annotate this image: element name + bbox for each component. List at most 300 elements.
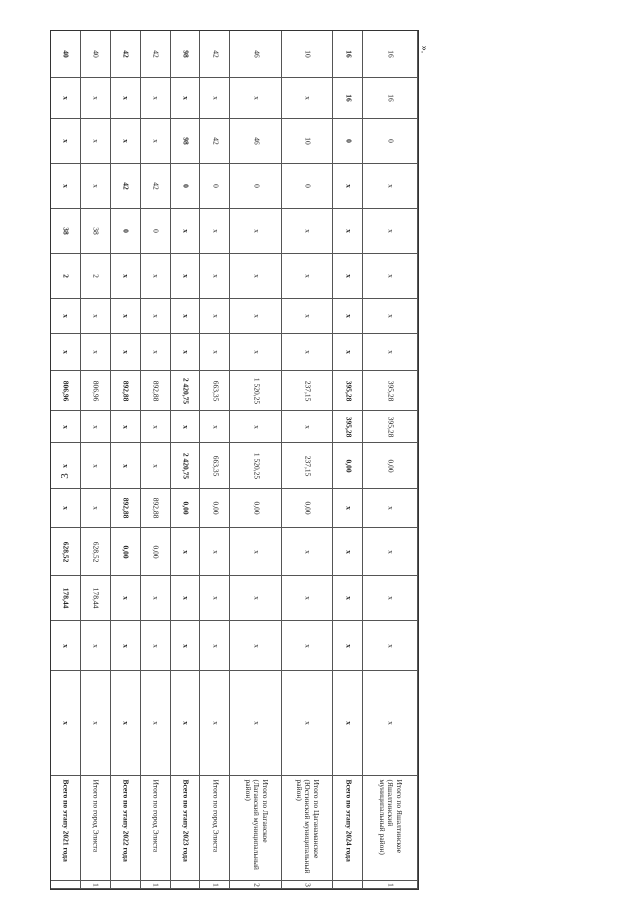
- table-cell: [333, 528, 363, 576]
- table-cell: [111, 528, 141, 576]
- table-cell-value: х: [344, 721, 354, 725]
- table-cell: [81, 164, 111, 209]
- table-cell-value: х: [61, 643, 71, 648]
- table-cell: [363, 528, 418, 576]
- table-cell-value: 0: [211, 184, 221, 188]
- table-cell-value: х: [211, 274, 221, 278]
- table-cell-value: 237,15: [303, 380, 313, 401]
- table-cell: [171, 576, 201, 621]
- table-cell-value: х: [303, 721, 313, 725]
- table-cell: [141, 411, 171, 443]
- table-cell: [363, 31, 418, 78]
- table-cell: [230, 119, 281, 164]
- table-cell-value: х: [303, 549, 313, 554]
- table-cell-value: х: [344, 549, 354, 554]
- table-cell: [111, 31, 141, 78]
- table-cell: [171, 528, 201, 576]
- table-cell: [81, 411, 111, 443]
- table-cell-value: 10: [303, 50, 313, 58]
- row-label-cell: [200, 776, 230, 881]
- table-cell: [171, 443, 201, 489]
- table-cell-value: 628,52: [91, 541, 101, 562]
- table-cell: [111, 164, 141, 209]
- table-cell-value: 628,52: [61, 541, 71, 562]
- table-cell-value: 0,00: [251, 501, 261, 515]
- table-cell-value: х: [251, 643, 261, 648]
- table-cell-value: 0,00: [386, 458, 396, 473]
- table-cell-value: х: [121, 274, 131, 278]
- table-cell-value: 2 420,75: [181, 452, 191, 479]
- table-cell: [363, 254, 418, 299]
- table-cell-value: х: [181, 274, 191, 278]
- table-cell: [363, 671, 418, 776]
- table-cell: [51, 443, 81, 489]
- table-cell-value: х: [121, 139, 131, 143]
- row-label: Всего по этапу 2023 года: [181, 779, 191, 862]
- table-cell-value: 16: [386, 50, 396, 58]
- table-cell: [282, 254, 333, 299]
- table-cell-value: х: [251, 274, 261, 278]
- table-cell: [51, 164, 81, 209]
- table-cell: [333, 78, 363, 119]
- table-cell-value: х: [151, 596, 161, 600]
- table-cell: [141, 78, 171, 119]
- table-cell-value: 806,96: [91, 380, 101, 401]
- table-cell: [171, 371, 201, 411]
- table-cell-value: х: [181, 643, 191, 648]
- table-cell-value: х: [91, 314, 101, 318]
- table-cell-value: 98: [181, 50, 191, 58]
- table-cell-value: х: [303, 314, 313, 318]
- table-cell: [282, 164, 333, 209]
- table-cell: [141, 299, 171, 334]
- table-cell: [51, 334, 81, 371]
- table-cell: [51, 621, 81, 671]
- row-label-cell: [51, 776, 81, 881]
- row-label-cell: [111, 776, 141, 881]
- table-cell: [171, 411, 201, 443]
- table-cell: [51, 31, 81, 78]
- table-cell-value: х: [181, 350, 191, 354]
- table-cell-value: х: [151, 350, 161, 354]
- table-cell-value: х: [211, 721, 221, 725]
- table-cell: [333, 371, 363, 411]
- table-cell: [200, 528, 230, 576]
- table-cell-value: х: [344, 596, 354, 600]
- table-cell-value: 806,96: [61, 380, 71, 401]
- table-cell: [200, 119, 230, 164]
- table-cell: [282, 671, 333, 776]
- row-number-cell: [230, 881, 281, 889]
- row-label: Итого по Лаганское (Лаганский муниципальный район): [243, 779, 270, 870]
- table-cell-value: 98: [181, 137, 191, 145]
- table-cell: [200, 254, 230, 299]
- table-cell-value: х: [181, 596, 191, 600]
- table-cell: [282, 78, 333, 119]
- row-label-cell: [363, 776, 418, 881]
- row-label: Всего по этапу 2022 года: [121, 779, 131, 862]
- table-cell-value: х: [151, 424, 161, 429]
- table-cell: [51, 119, 81, 164]
- table-cell-value: 0: [386, 139, 396, 143]
- table-cell: [111, 411, 141, 443]
- table-cell: [141, 528, 171, 576]
- table-cell-value: х: [91, 643, 101, 648]
- table-cell-value: х: [251, 549, 261, 554]
- table-cell-value: х: [386, 549, 396, 554]
- table-cell-value: 42: [211, 50, 221, 58]
- row-number: 1: [151, 882, 161, 887]
- table-cell: [230, 164, 281, 209]
- table-cell: [282, 576, 333, 621]
- table-cell: [51, 671, 81, 776]
- table-cell-value: х: [211, 549, 221, 554]
- table-cell-value: х: [211, 96, 221, 100]
- row-label: Всего по этапу 2021 года: [61, 779, 71, 862]
- table-cell: [81, 621, 111, 671]
- table-cell: [81, 334, 111, 371]
- table-cell-value: 42: [151, 50, 161, 58]
- table-cell: [51, 528, 81, 576]
- table-cell: [171, 254, 201, 299]
- table-cell-value: х: [211, 424, 221, 429]
- table-cell-value: х: [61, 463, 71, 468]
- table-cell: [81, 371, 111, 411]
- table-cell: [282, 371, 333, 411]
- table-cell: [363, 78, 418, 119]
- row-label-cell: [81, 776, 111, 881]
- table-cell: [141, 489, 171, 528]
- table-cell: [51, 371, 81, 411]
- table-cell-value: 2: [61, 274, 71, 278]
- table-cell-value: х: [91, 463, 101, 468]
- table-cell: [333, 443, 363, 489]
- table-cell-value: 0: [181, 184, 191, 188]
- table-cell: [200, 31, 230, 78]
- table-cell: [200, 299, 230, 334]
- table-cell: [230, 443, 281, 489]
- table-cell-value: 0: [151, 229, 161, 233]
- table-cell-value: 16: [344, 94, 354, 102]
- table-cell-value: х: [344, 643, 354, 648]
- table-cell-value: 10: [303, 137, 313, 145]
- table-cell: [230, 489, 281, 528]
- table-cell: [51, 78, 81, 119]
- table-cell: [282, 489, 333, 528]
- table-cell-value: х: [251, 424, 261, 429]
- row-number-cell: [141, 881, 171, 889]
- table-cell: [363, 411, 418, 443]
- table-cell-value: 178,44: [91, 587, 101, 609]
- table-cell: [282, 621, 333, 671]
- table-cell: [111, 671, 141, 776]
- table-cell: [333, 31, 363, 78]
- table-cell: [200, 78, 230, 119]
- table-cell: [51, 254, 81, 299]
- table-cell-value: х: [151, 314, 161, 318]
- table-cell-value: х: [121, 424, 131, 429]
- table-cell: [111, 119, 141, 164]
- table-cell: [81, 209, 111, 254]
- table-cell: [230, 411, 281, 443]
- table-cell: [230, 334, 281, 371]
- table-cell-value: 178,44: [61, 587, 71, 609]
- row-number: 2: [251, 882, 261, 887]
- table-cell: [200, 209, 230, 254]
- row-number-cell: [111, 881, 141, 889]
- table-cell-value: 42: [121, 182, 131, 190]
- table-cell: [51, 576, 81, 621]
- table-cell: [51, 411, 81, 443]
- table-cell-value: х: [181, 314, 191, 318]
- row-number-cell: [200, 881, 230, 889]
- table-cell-value: х: [211, 643, 221, 648]
- table-cell-value: 0,00: [344, 458, 354, 473]
- table-cell-value: 237,15: [303, 455, 313, 476]
- table-cell-value: х: [91, 721, 101, 725]
- table-cell: [230, 31, 281, 78]
- row-number-cell: [333, 881, 363, 889]
- table-cell-value: 38: [61, 227, 71, 235]
- table-cell: [282, 209, 333, 254]
- table-cell-value: 663,35: [211, 455, 221, 476]
- table-cell: [282, 31, 333, 78]
- table-cell-value: х: [303, 229, 313, 233]
- table-cell: [282, 443, 333, 489]
- table-cell-value: х: [61, 424, 71, 429]
- table-cell: [51, 209, 81, 254]
- row-label-cell: [141, 776, 171, 881]
- table-cell-value: 46: [251, 137, 261, 145]
- table-cell: [171, 119, 201, 164]
- table-cell-value: х: [251, 721, 261, 725]
- data-table: [50, 30, 419, 890]
- row-label-cell: [171, 776, 201, 881]
- table-cell-value: 2: [91, 274, 101, 278]
- table-cell-value: х: [121, 463, 131, 468]
- table-cell-value: х: [344, 350, 354, 354]
- table-cell-value: х: [91, 139, 101, 143]
- table-cell-value: х: [181, 424, 191, 429]
- table-cell-value: х: [344, 506, 354, 510]
- row-label-cell: [230, 776, 281, 881]
- row-number-cell: [81, 881, 111, 889]
- table-cell-value: 395,28: [386, 380, 396, 401]
- table-cell: [333, 164, 363, 209]
- table-cell: [81, 671, 111, 776]
- row-label: Итого по Цаганаманское (Юстинский муниципальный район): [294, 779, 321, 874]
- table-cell-value: 0: [344, 139, 354, 143]
- table-cell: [171, 489, 201, 528]
- table-cell-value: х: [211, 229, 221, 233]
- table-cell-value: х: [303, 350, 313, 354]
- table-cell-value: х: [251, 350, 261, 354]
- table-cell-value: х: [91, 184, 101, 188]
- table-cell-value: х: [386, 314, 396, 318]
- table-cell: [363, 576, 418, 621]
- table-cell: [333, 254, 363, 299]
- table-cell-value: 395,28: [386, 416, 396, 437]
- table-cell: [141, 443, 171, 489]
- table-cell: [333, 334, 363, 371]
- table-cell: [333, 671, 363, 776]
- table-cell-value: х: [303, 96, 313, 100]
- table-cell: [333, 119, 363, 164]
- table-cell: [200, 164, 230, 209]
- table-cell-value: 0,00: [151, 544, 161, 559]
- table-cell: [333, 299, 363, 334]
- table-cell: [282, 334, 333, 371]
- table-cell-value: 16: [344, 50, 354, 58]
- table-cell-value: х: [303, 596, 313, 600]
- table-cell-value: 892,88: [151, 380, 161, 401]
- table-cell: [111, 443, 141, 489]
- table-cell: [81, 254, 111, 299]
- table-cell-value: х: [211, 350, 221, 354]
- table-cell: [111, 209, 141, 254]
- table-cell: [200, 371, 230, 411]
- table-cell-value: х: [251, 596, 261, 600]
- table-cell-value: х: [344, 184, 354, 188]
- table-cell-value: х: [181, 96, 191, 100]
- table-cell-value: х: [151, 274, 161, 278]
- table-cell-value: 1 520,25: [251, 377, 261, 404]
- row-number-cell: [282, 881, 333, 889]
- table-cell-value: х: [303, 274, 313, 278]
- table-cell: [111, 334, 141, 371]
- table-cell-value: 395,28: [344, 416, 354, 437]
- table-cell: [141, 334, 171, 371]
- table-cell-value: х: [91, 350, 101, 354]
- table-cell-value: х: [211, 314, 221, 318]
- table-cell-value: х: [61, 506, 71, 510]
- table-cell: [171, 621, 201, 671]
- table-cell-value: х: [251, 229, 261, 233]
- table-cell-value: 42: [211, 137, 221, 145]
- table-cell-value: х: [303, 643, 313, 648]
- table-cell-value: х: [211, 596, 221, 600]
- table-cell-value: х: [61, 139, 71, 143]
- table-cell-value: 1 520,25: [251, 452, 261, 479]
- table-cell: [363, 119, 418, 164]
- table-cell: [141, 576, 171, 621]
- table-cell: [363, 621, 418, 671]
- table-cell-value: х: [151, 139, 161, 143]
- table-cell: [81, 443, 111, 489]
- table-cell: [81, 119, 111, 164]
- table-cell-value: х: [61, 96, 71, 100]
- table-cell: [111, 576, 141, 621]
- table-cell-value: 40: [61, 50, 71, 58]
- table-cell: [81, 489, 111, 528]
- table-cell-value: х: [151, 463, 161, 468]
- table-cell: [141, 164, 171, 209]
- table-cell-value: х: [386, 506, 396, 510]
- table-cell: [230, 254, 281, 299]
- table-cell: [282, 299, 333, 334]
- table-cell-value: х: [181, 721, 191, 725]
- table-cell: [200, 671, 230, 776]
- table-cell: [333, 411, 363, 443]
- table-cell: [200, 576, 230, 621]
- table-cell-value: х: [181, 229, 191, 233]
- table-cell-value: 46: [251, 50, 261, 58]
- table-cell: [333, 489, 363, 528]
- row-number: 1: [91, 882, 101, 887]
- table-cell: [171, 164, 201, 209]
- table-cell-value: х: [91, 424, 101, 429]
- table-cell-value: х: [344, 274, 354, 278]
- table-cell-value: 38: [91, 227, 101, 235]
- table-cell: [141, 671, 171, 776]
- table-cell: [171, 78, 201, 119]
- table-cell: [363, 489, 418, 528]
- table-cell-value: 0: [251, 184, 261, 188]
- table-cell: [230, 78, 281, 119]
- table-cell-value: х: [181, 549, 191, 554]
- table-cell-value: х: [386, 229, 396, 233]
- table-cell: [111, 621, 141, 671]
- table-cell-value: х: [121, 721, 131, 725]
- table-cell-value: 40: [91, 50, 101, 58]
- table-cell-value: х: [386, 596, 396, 600]
- table-cell: [81, 78, 111, 119]
- table-cell: [363, 209, 418, 254]
- table-cell-value: х: [344, 314, 354, 318]
- table-cell-value: 663,35: [211, 380, 221, 401]
- table-cell: [171, 299, 201, 334]
- table-cell: [363, 443, 418, 489]
- row-label: Итого по город Элиста: [91, 779, 101, 853]
- table-cell-value: 42: [121, 50, 131, 58]
- table-cell: [282, 411, 333, 443]
- row-label-cell: [282, 776, 333, 881]
- page-number: 3: [59, 473, 71, 479]
- table-cell-value: х: [121, 350, 131, 354]
- closing-quote-mark: ».: [418, 45, 430, 54]
- table-cell-value: х: [121, 643, 131, 648]
- row-number-cell: [363, 881, 418, 889]
- table-cell: [230, 299, 281, 334]
- table-cell-value: 16: [386, 94, 396, 102]
- table-cell: [141, 31, 171, 78]
- table-cell-value: х: [151, 643, 161, 648]
- row-number-cell: [171, 881, 201, 889]
- table-cell: [141, 209, 171, 254]
- table-cell: [141, 119, 171, 164]
- table-cell: [282, 119, 333, 164]
- table-cell: [81, 528, 111, 576]
- table-cell: [200, 621, 230, 671]
- table-cell: [333, 576, 363, 621]
- table-cell-value: х: [61, 314, 71, 318]
- table-cell-value: х: [121, 314, 131, 318]
- table-cell-value: х: [386, 350, 396, 354]
- table-cell: [200, 443, 230, 489]
- table-cell-value: х: [303, 424, 313, 429]
- table-cell-value: х: [121, 596, 131, 600]
- table-cell-value: 0,00: [121, 544, 131, 559]
- table-cell-value: х: [121, 96, 131, 100]
- table-cell: [230, 528, 281, 576]
- table-cell: [171, 334, 201, 371]
- table-cell: [363, 334, 418, 371]
- table-cell-value: х: [386, 184, 396, 188]
- table-cell-value: х: [386, 721, 396, 725]
- table-cell-value: 0,00: [211, 501, 221, 515]
- table-cell-value: х: [251, 314, 261, 318]
- table-cell-value: 892,88: [121, 380, 131, 401]
